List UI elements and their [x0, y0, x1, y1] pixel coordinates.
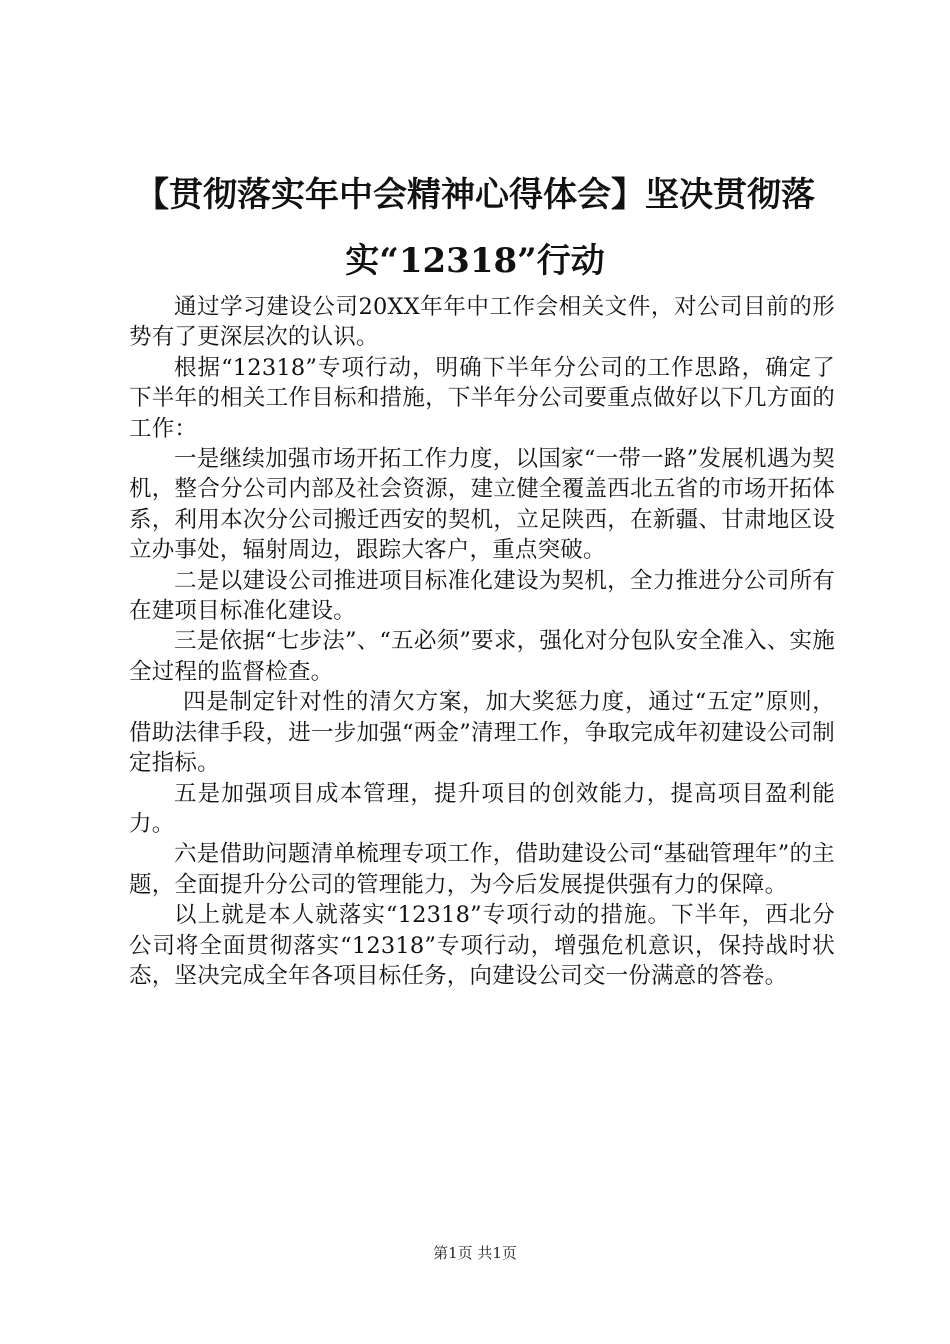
paragraph-item-6: 六是借助问题清单梳理专项工作，借助建设公司“基础管理年”的主题，全面提升分公司的管理能力，为今后发展提供强有力的保障。 [129, 841, 835, 898]
paragraph-conclusion: 以上就是本人就落实“12318”专项行动的措施。下半年，西北分公司将全面贯彻落实“12318”专项行动，增强危机意识，保持战时状态，坚决完成全年各项目标任务，向建设公司交一份满意的答卷。 [129, 902, 835, 989]
paragraph-intro: 通过学习建设公司20XX年年中工作会相关文件，对公司目前的形势有了更深层次的认识。 [129, 294, 835, 351]
paragraph-plan: 根据“12318”专项行动，明确下半年分公司的工作思路，确定了下半年的相关工作目标和措施，下半年分公司要重点做好以下几方面的工作： [129, 354, 835, 442]
paragraph-item-1: 一是继续加强市场开拓工作力度，以国家“一带一路”发展机遇为契机，整合分公司内部及社会资源，建立健全覆盖西北五省的市场开拓体系，利用本次分公司搬迁西安的契机，立足陕西，在新疆、甘肃地区设立办事处，辐射周边，跟踪大客户，重点突破。 [129, 446, 835, 564]
document-body [129, 292, 835, 991]
paragraph-item-2: 二是以建设公司推进项目标准化建设为契机，全力推进分公司所有在建项目标准化建设。 [129, 567, 835, 625]
paragraph-item-4: 四是制定针对性的清欠方案，加大奖惩力度，通过“五定”原则，借助法律手段，进一步加强“两金”清理工作，争取完成年初建设公司制定指标。 [129, 689, 835, 777]
title-line-2: 实“12318”行动 [345, 241, 605, 281]
document-title [100, 162, 850, 294]
title-line-1: 【贯彻落实年中会精神心得体会】坚决贯彻落 [135, 175, 815, 215]
page-number-footer: 第1页 共1页 [433, 1244, 517, 1262]
paragraph-item-5: 五是加强项目成本管理，提升项目的创效能力，提高项目盈利能力。 [129, 780, 835, 837]
paragraph-item-3: 三是依据“七步法”、“五必须”要求，强化对分包队安全准入、实施全过程的监督检查。 [129, 628, 835, 685]
